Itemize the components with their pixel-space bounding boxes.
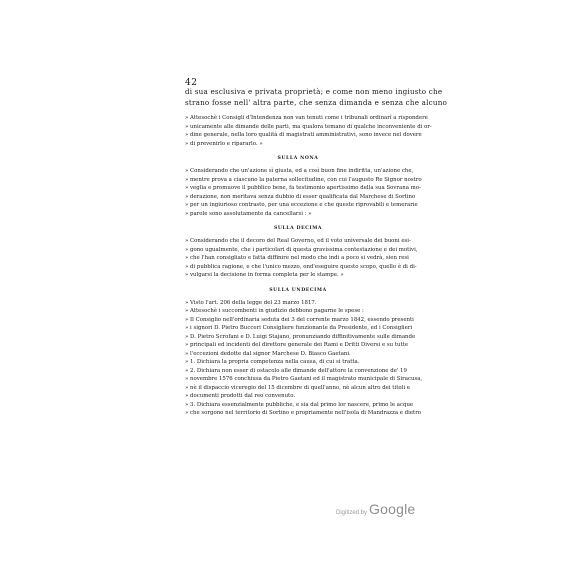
section-heading-nona: SULLA NONA	[277, 156, 319, 161]
text-line: » gono ugualmente, che i particolari di questa gravissima contestazione e dei motivi,	[185, 246, 418, 253]
text-line: » Visto l'art. 206 della legge del 23 marzo 1817.	[185, 299, 317, 306]
text-line: » che l'han consigliato e fatta diffinire nel modo che indi a poco si vedrà, sien resi	[185, 255, 409, 261]
text-block	[185, 87, 448, 418]
google-logo: Google	[369, 501, 416, 517]
text-line: » principali ed incidenti del direttore generale dei Rami e Dritti Diversi e su tutte	[185, 342, 409, 348]
text-line: » documenti prodotti dal reo convenuto.	[185, 393, 296, 399]
text-line: » 2. Dichiara non esser di ostacolo alle dimande dell'attore la convenzione de' 19	[185, 367, 407, 374]
text-line: » Attesochè i Consigli d'Intendenza non van tenuti come i tribunali ordinarî a rispondere	[185, 115, 428, 121]
text-line: » novembre 1576 conchiusa da Pietro Gaetani ed il magistrato municipale di Siracusa,	[185, 376, 423, 382]
watermark-prefix: Digitized by	[336, 510, 368, 516]
text-line: » 3. Dichiara essenzialmente pubbliche, e sia dal primo lor nascere, primo le acque	[185, 401, 414, 408]
text-line: » Considerando che un'azione sì giusta, ed a così buon fine indiritta, un'azione che,	[185, 168, 414, 174]
text-line: » che sorgono nel territorio di Sortino e propriamente nell'isola di Mandrazza e dietro	[185, 410, 422, 416]
paragraph-decima	[185, 237, 418, 280]
section-heading-decima: SULLA DECIMA	[273, 226, 323, 231]
text-line: » derazione, non meritava senza dubbio di esser qualificata dal Marchese di Sortino	[185, 193, 416, 200]
text-line: » 1. Dichiara la propria competenza nella causa, di cui si tratta.	[185, 359, 360, 365]
text-line: » per un ingiurioso contrasto, per una eccezione e che queste riprovabili e temerarie	[185, 202, 418, 208]
text-line: » parole sono assolutamente da cancellarsi : »	[185, 210, 312, 217]
text-line: » Attesochè i succombenti in giudizio debbono pagarne le spese :	[185, 308, 364, 314]
text-line: » dine generale, nella loro qualità di magistrati amministrativi, sono invece nel dovere	[185, 132, 422, 138]
text-line: » l'eccezioni dedotte dal signor Marchese D. Biasco Gaetani.	[185, 350, 351, 357]
page-number: 42	[185, 78, 198, 88]
lead-line: strano fosse nell' altra parte, che senza dimanda e senza che alcuno	[185, 97, 448, 107]
paragraph-undecima	[185, 299, 423, 418]
text-line: » D. Pietro Scrofani e D. Luigi Stajano, pronunziando diffinitivamente sulle dimande	[185, 333, 416, 340]
section-heading-undecima: SULLA UNDECIMA	[269, 287, 327, 293]
paragraph-nona	[185, 167, 422, 218]
text-line: » Considerando che il decoro del Real Governo, ed il voto universale dei buoni esi-	[185, 238, 411, 244]
paragraph-attesoche	[185, 114, 432, 148]
text-line: » i signori D. Pietro Bucceri Consigliere funzionante da Presidente, ed i Consiglieri	[185, 325, 413, 331]
text-line: » vulgarsi la decisione in forma completa per le stampe. »	[185, 272, 344, 278]
text-line: » mentre prova a ciascuno la paterna sollecitudine, con cui l'augusto Re Signor nostro	[185, 176, 422, 183]
text-line: » di prevenirlo e ripararlo. »	[185, 140, 263, 147]
text-line: » unicamente alle dimande delle parti, ma qualora temano di qualche inconveniente di or-	[185, 123, 432, 130]
text-line: » veglia e promuove il pubblico bene, fa testimonio apertissimo della sua Sovrana mo-	[185, 185, 421, 191]
text-line: » di pubblica ragione, e che l'unico mezzo, ond'eseguire questo scopo, quello è di di-	[185, 263, 417, 270]
text-line: » nè il dispaccio viceregio del 15 dicembre di quell'anno, nè alcun altro dei titoli e	[185, 384, 410, 391]
lead-line: di sua esclusiva e privata proprietà; e come non meno ingiusto che	[185, 87, 443, 96]
text-line: » Il Consiglio nell'ordinaria seduta dei 3 del corrente marzo 1842, essendo presenti	[185, 316, 414, 323]
digitized-by-google-watermark	[336, 501, 415, 517]
